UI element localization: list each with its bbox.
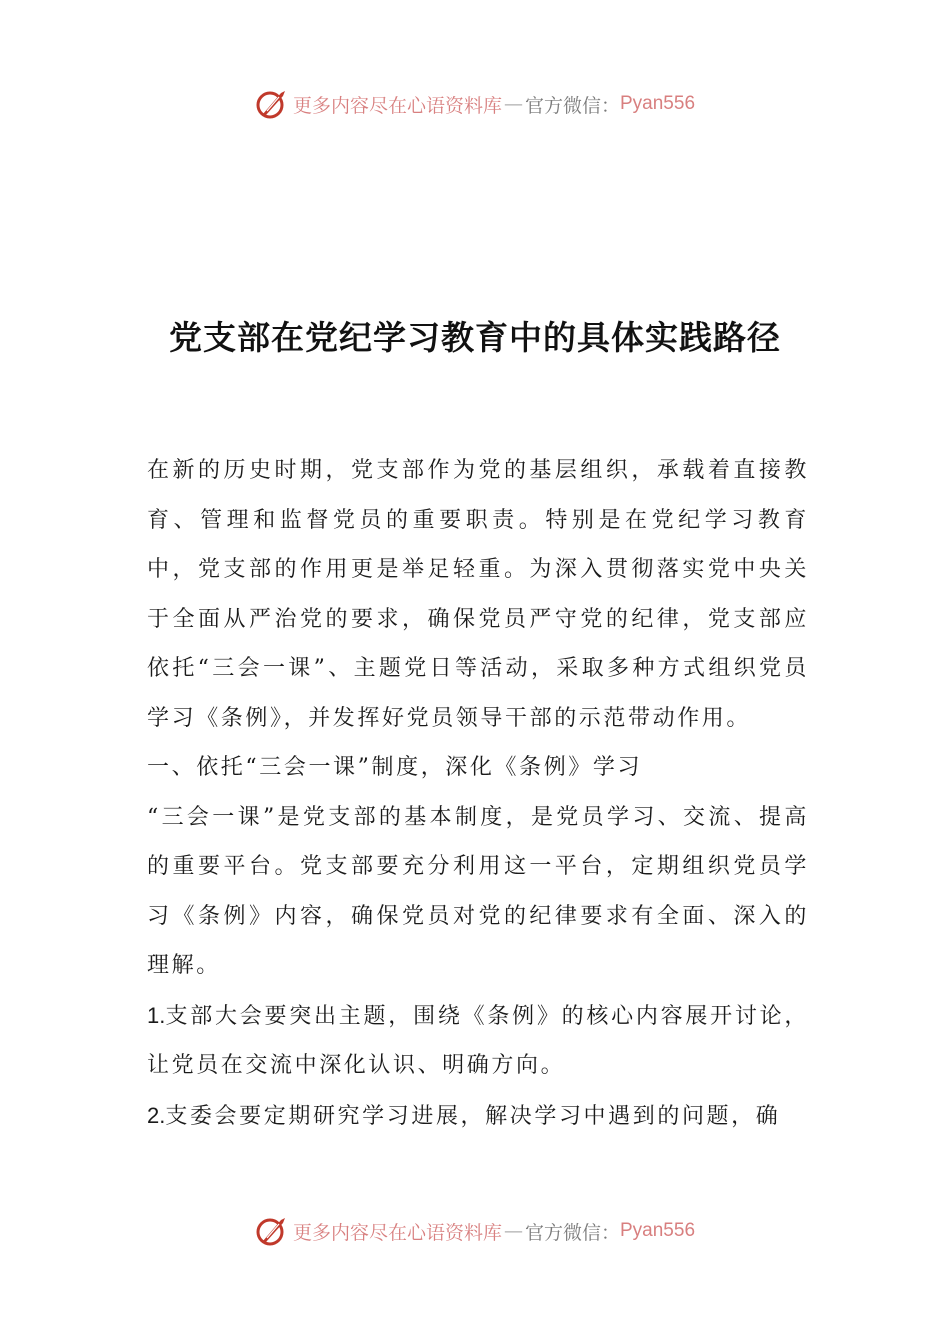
quill-pen-circle-logo-icon <box>255 1214 289 1248</box>
quill-pen-circle-logo-icon <box>255 87 289 121</box>
list-item <box>147 1091 809 1142</box>
banner-wechat-label: 官方微信： <box>524 1221 620 1244</box>
section-paragraph: “三会一课”是党支部的基本制度，是党员学习、交流、提高的重要平台。党支部要充分利用这一平台，定期组织党员学习《条例》内容，确保党员对党的纪律要求有全面、深入的理解。 <box>147 804 809 978</box>
footer-watermark-banner <box>0 1211 950 1251</box>
section-heading: 一、依托“三会一课”制度，深化《条例》学习 <box>147 755 643 780</box>
list-item-number: 1. <box>147 1002 166 1028</box>
intro-paragraph: 在新的历史时期，党支部作为党的基层组织，承载着直接教育、管理和监督党员的重要职责。特别是在党纪学习教育中，党支部的作用更是举足轻重。为深入贯彻落实党中央关于全面从严治党的要求，确保党员严守党的纪律，党支部应依托“三会一课”、主题党日等活动，采取多种方式组织党员学习《条例》，并发挥好党员领导干部的示范带动作用。 <box>147 458 809 731</box>
banner-promo-text: 更多内容尽在心语资料库 <box>292 1221 502 1244</box>
list-item-text: 支部大会要突出主题，围绕《条例》的核心内容展开讨论，让党员在交流中深化认识、明确方向。 <box>147 1003 809 1078</box>
list-item-text: 支委会要定期研究学习进展，解决学习中遇到的问题，确 <box>165 1103 781 1129</box>
list-item <box>147 991 809 1091</box>
document-body <box>147 446 809 1141</box>
list-item-number: 2. <box>147 1102 166 1128</box>
document-title: 党支部在党纪学习教育中的具体实践路径 <box>169 318 781 357</box>
banner-wechat-id: Pyan556 <box>620 93 696 114</box>
banner-separator: — <box>503 93 523 115</box>
banner-wechat-id: Pyan556 <box>620 1220 696 1241</box>
banner-separator: — <box>503 1220 523 1242</box>
banner-promo-text: 更多内容尽在心语资料库 <box>292 94 502 117</box>
banner-wechat-label: 官方微信： <box>524 94 620 117</box>
header-watermark-banner <box>0 84 950 124</box>
